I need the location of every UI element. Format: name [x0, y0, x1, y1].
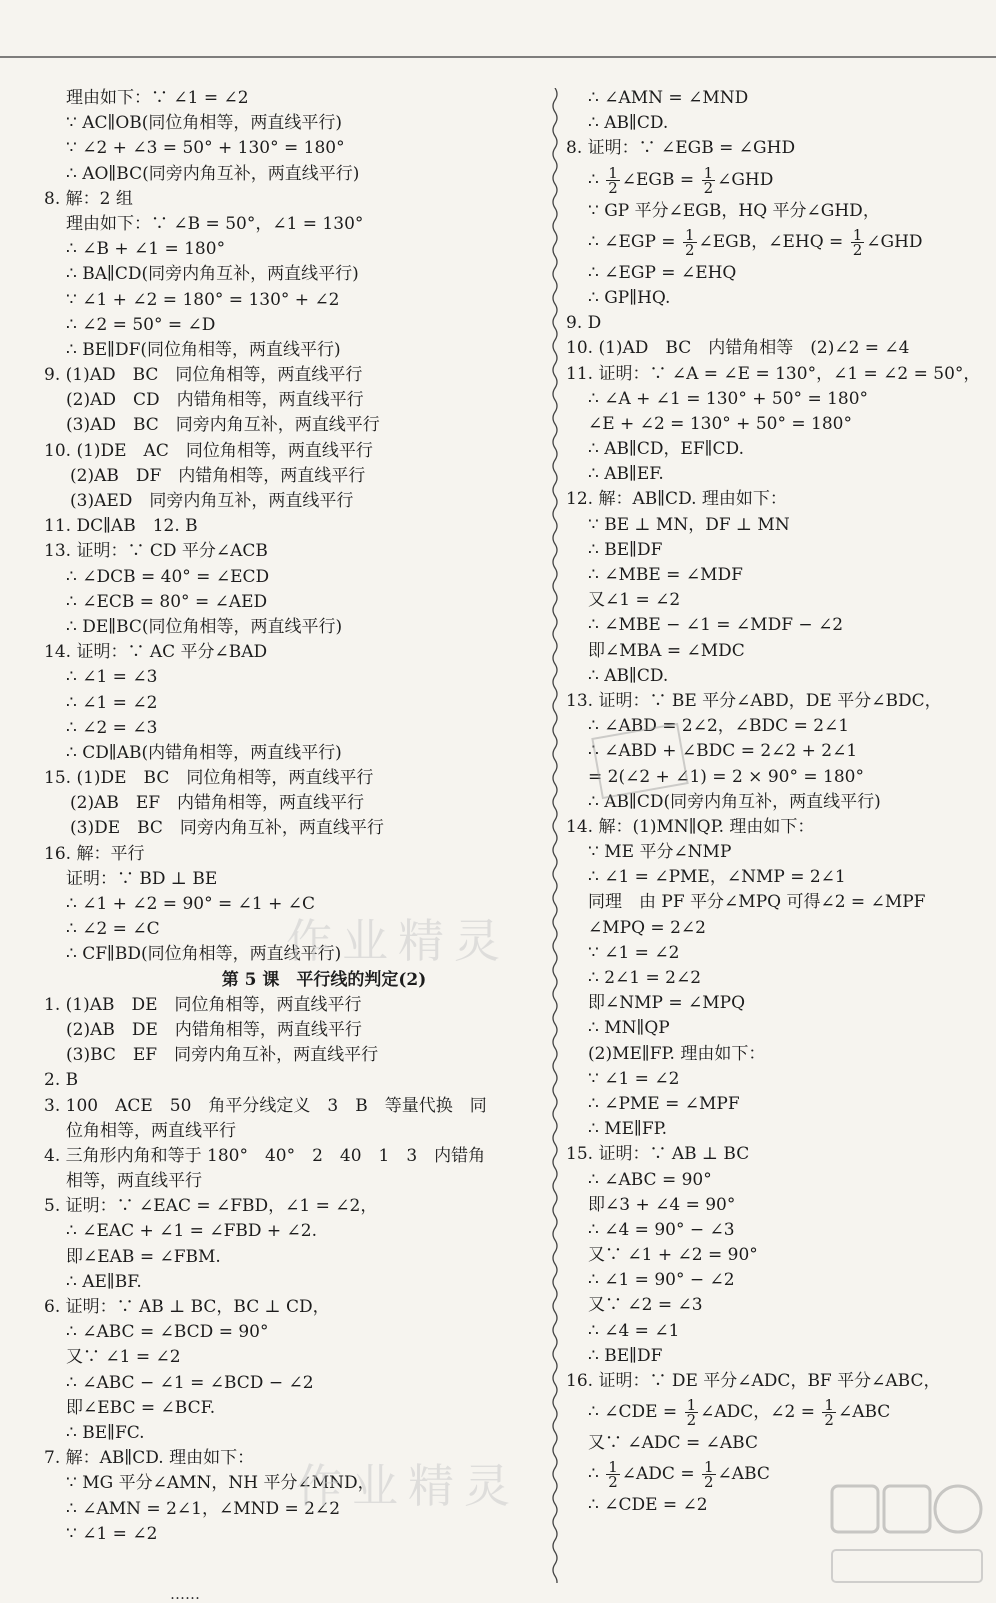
text-line: ∵ AC∥OB(同位角相等，两直线平行)	[66, 113, 343, 134]
question-9: 9. D	[566, 313, 602, 334]
text-prefix: ∴	[588, 1464, 599, 1485]
question-9: 9. (1)AD BC 同位角相等，两直线平行	[44, 365, 363, 386]
text-line: ∴ ∠ABC = ∠BCD = 90°	[66, 1322, 269, 1343]
text-line: ∴ BE∥DF	[588, 539, 663, 560]
text-line: ∴ ∠2 = ∠C	[66, 919, 160, 940]
text-line: ∵ ∠1 + ∠2 = 180° = 130° + ∠2	[66, 289, 340, 310]
text-line: ∴ CD∥AB(内错角相等，两直线平行)	[66, 742, 342, 763]
text-part: ∠ABC	[837, 1402, 891, 1423]
text-line: ∴ ∠PME = ∠MPF	[588, 1093, 740, 1114]
text-line: ∵ BE ⊥ MN，DF ⊥ MN	[588, 514, 790, 535]
text-line: ∴ MN∥QP	[588, 1018, 670, 1039]
question-16: 16. 证明：∵ DE 平分∠ADC，BF 平分∠ABC，	[566, 1371, 941, 1391]
question-1: 1. (1)AB DE 同位角相等，两直线平行	[44, 994, 362, 1015]
wavy-divider	[551, 88, 559, 1583]
text-line: ∴ ∠ABC − ∠1 = ∠BCD − ∠2	[66, 1372, 314, 1393]
fraction: $\frac{1}{2}$	[684, 225, 695, 259]
text-line: ∴ ∠EGP = ∠EHQ	[588, 262, 737, 283]
text-line: 证明：∵ BD ⊥ BE	[66, 868, 218, 889]
fraction: $\frac{1}{2}$	[824, 1396, 834, 1430]
text-line: (2)AB EF 内错角相等，两直线平行	[70, 793, 365, 814]
fraction: $\frac{1}{2}$	[704, 1458, 714, 1492]
text-line: ∴ ∠B + ∠1 = 180°	[66, 239, 226, 260]
question-10: 10. (1)AD BC 内错角相等 (2)∠2 = ∠4	[566, 338, 910, 359]
text-line: ∴ AE∥BF.	[66, 1271, 142, 1292]
text-line: 又∵ ∠1 = ∠2	[66, 1347, 181, 1368]
question-10: 10. (1)DE AC 同位角相等，两直线平行	[44, 440, 373, 461]
text-line: (2)AD CD 内错角相等，两直线平行	[66, 390, 364, 411]
text-prefix: ∴	[588, 169, 599, 190]
text-line: 又∵ ∠ADC = ∠ABC	[588, 1433, 758, 1454]
text-line: ∠E + ∠2 = 130° + 50° = 180°	[588, 413, 852, 434]
text-line: ∴ ∠ABD + ∠BDC = 2∠2 + 2∠1	[588, 741, 858, 762]
right-column	[566, 86, 986, 1519]
text-line: ∴ ∠EAC + ∠1 = ∠FBD + ∠2.	[66, 1221, 317, 1242]
text-line: ∴ ∠2 = ∠3	[66, 717, 158, 738]
question-12: 12. 解：AB∥CD. 理由如下：	[566, 489, 787, 510]
text-part: ∠EGP =	[604, 231, 681, 252]
text-line: ∴ ∠1 = ∠3	[66, 667, 158, 688]
text-line: ∵ ∠1 = ∠2	[66, 1523, 158, 1544]
page-footer: ……	[170, 1585, 200, 1603]
text-part: ∠EGB =	[621, 169, 700, 190]
text-line: (2)AB DE 内错角相等，两直线平行	[66, 1019, 362, 1040]
text-part: ∠CDE =	[604, 1402, 683, 1423]
text-line: ∴ AB∥CD.	[588, 665, 669, 686]
question-5: 5. 证明：∵ ∠EAC = ∠FBD，∠1 = ∠2，	[44, 1196, 378, 1217]
text-line: ∴ GP∥HQ.	[588, 287, 671, 308]
text-line: ∴ ∠ABC = 90°	[588, 1169, 712, 1190]
text-line: 即∠MBA = ∠MDC	[588, 640, 745, 661]
text-line: = 2(∠2 + ∠1) = 2 × 90° = 180°	[588, 766, 864, 787]
text-line: ∴ ME∥FP.	[588, 1119, 668, 1140]
text-line: 即∠NMP = ∠MPQ	[588, 993, 746, 1014]
watermark-text: 作业精灵	[286, 914, 510, 968]
question-6: 6. 证明：∵ AB ⊥ BC，BC ⊥ CD，	[44, 1297, 330, 1317]
text-line: ∵ ∠2 + ∠3 = 50° + 130° = 180°	[66, 138, 345, 159]
text-line: ∴ ∠ECB = 80° = ∠AED	[66, 591, 268, 612]
text-line: ∴ ∠AMN = ∠MND	[588, 88, 749, 108]
watermark-text: 作业精灵	[296, 1459, 520, 1513]
question-15: 15. (1)DE BC 同位角相等，两直线平行	[44, 768, 374, 789]
text-line: ∴ ∠ABD = 2∠2，∠BDC = 2∠1	[588, 716, 850, 737]
text-part: ∠GHD	[866, 231, 923, 252]
question-14: 14. 证明：∵ AC 平分∠BAD	[44, 642, 268, 663]
text-line: ∴ ∠4 = 90° − ∠3	[588, 1219, 735, 1240]
text-line: 位角相等，两直线平行	[66, 1120, 236, 1141]
question-8: 8. 解：2 组	[44, 188, 133, 209]
fraction: $\frac{1}{2}$	[608, 1458, 618, 1492]
question-3: 3. 100 ACE 50 角平分线定义 3 B 等量代换 同	[44, 1095, 487, 1116]
text-line: ∴ AB∥CD(同旁内角互补，两直线平行)	[588, 791, 881, 812]
question-14: 14. 解：(1)MN∥QP. 理由如下：	[566, 816, 815, 837]
text-line: (3)BC EF 同旁内角互补，两直线平行	[66, 1045, 379, 1066]
text-line: (3)AED 同旁内角互补，两直线平行	[70, 491, 354, 511]
text-line: ∴ ∠DCB = 40° = ∠ECD	[66, 566, 270, 587]
text-line: ∴ BA∥CD(同旁内角互补，两直线平行)	[66, 264, 359, 285]
text-line: ∴ AB∥EF.	[588, 464, 664, 485]
text-prefix: ∴	[588, 231, 599, 252]
fraction: $\frac{1}{2}$	[703, 163, 714, 197]
fraction-line	[566, 162, 986, 199]
question-2: 2. B	[44, 1070, 79, 1091]
text-part: ∠EGB，∠EHQ =	[698, 231, 849, 252]
text-line: ∴ ∠AMN = 2∠1，∠MND = 2∠2	[66, 1498, 341, 1519]
question-13: 13. 证明：∵ BE 平分∠ABD，DE 平分∠BDC，	[566, 690, 942, 711]
text-line: (3)DE BC 同旁内角互补，两直线平行	[70, 818, 384, 839]
text-line: ∴ AO∥BC(同旁内角互补，两直线平行)	[66, 163, 360, 184]
text-prefix: ∴	[588, 1402, 599, 1423]
text-line: ∴ ∠CDE = ∠2	[588, 1495, 708, 1516]
question-13: 13. 证明：∵ CD 平分∠ACB	[44, 541, 268, 562]
text-line: 即∠3 + ∠4 = 90°	[588, 1194, 736, 1215]
question-11: 11. 证明：∵ ∠A = ∠E = 130°，∠1 = ∠2 = 50°，	[566, 363, 981, 384]
text-part: ∠GHD	[717, 169, 774, 190]
text-line: 同理 由 PF 平分∠MPQ 可得∠2 = ∠MPF	[588, 892, 926, 913]
text-line: ∴ ∠MBE − ∠1 = ∠MDF − ∠2	[588, 615, 844, 636]
text-line: 相等，两直线平行	[66, 1171, 202, 1192]
text-line: ∴ BE∥DF	[588, 1345, 663, 1366]
top-rule	[0, 56, 996, 58]
text-line: 又∵ ∠1 + ∠2 = 90°	[588, 1245, 758, 1266]
text-line: (2)AB DF 内错角相等，两直线平行	[70, 465, 366, 486]
text-part: ∠ADC =	[621, 1464, 700, 1485]
text-line: ∴ ∠1 + ∠2 = 90° = ∠1 + ∠C	[66, 894, 315, 914]
text-part: ∠ADC，∠2 =	[700, 1402, 821, 1423]
text-line: ∴ ∠A + ∠1 = 130° + 50° = 180°	[588, 388, 869, 409]
text-line: ∴ ∠MBE = ∠MDF	[588, 565, 743, 585]
text-line: ∴ BE∥FC.	[66, 1422, 145, 1443]
question-7: 7. 解：AB∥CD. 理由如下：	[44, 1448, 255, 1469]
question-16: 16. 解：平行	[44, 843, 145, 864]
fraction: $\frac{1}{2}$	[608, 163, 618, 197]
text-line: 又∵ ∠2 = ∠3	[588, 1295, 703, 1316]
answer-site-logo	[828, 1480, 986, 1590]
question-11: 11. DC∥AB 12. B	[44, 516, 198, 537]
text-line: ∵ ME 平分∠NMP	[588, 842, 732, 863]
question-8: 8. 证明：∵ ∠EGB = ∠GHD	[566, 138, 796, 159]
text-line: ∵ GP 平分∠EGB，HQ 平分∠GHD，	[588, 200, 880, 221]
fraction: $\frac{1}{2}$	[852, 225, 863, 259]
text-line: ∴ AB∥CD，EF∥CD.	[588, 439, 744, 460]
text-line: ∴ ∠4 = ∠1	[588, 1320, 680, 1341]
section-title: 第 5 课 平行线的判定(2)	[221, 969, 427, 990]
text-line: (3)AD BC 同旁内角互补，两直线平行	[66, 415, 380, 436]
fraction: $\frac{1}{2}$	[686, 1396, 697, 1430]
text-line: 即∠EBC = ∠BCF.	[66, 1397, 216, 1418]
text-line: ∴ CF∥BD(同位角相等，两直线平行)	[66, 944, 342, 965]
text-line: ∴ BE∥DF(同位角相等，两直线平行)	[66, 339, 341, 360]
text-line: ∴ ∠1 = ∠2	[66, 692, 158, 713]
fraction-line	[566, 224, 986, 261]
text-line: 即∠EAB = ∠FBM.	[66, 1246, 221, 1267]
text-line: ∴ ∠2 = 50° = ∠D	[66, 314, 216, 335]
text-line: ∵ ∠1 = ∠2	[588, 1068, 680, 1089]
text-line: ∴ DE∥BC(同位角相等，两直线平行)	[66, 616, 343, 637]
left-column	[44, 86, 544, 1547]
text-line: ∵ MG 平分∠AMN，NH 平分∠MND，	[66, 1473, 375, 1494]
text-line: 理由如下：∵ ∠B = 50°，∠1 = 130°	[66, 213, 364, 234]
text-line: 理由如下：∵ ∠1 = ∠2	[66, 88, 249, 108]
text-line: ∵ ∠1 = ∠2	[588, 942, 680, 963]
text-line: ∴ AB∥CD.	[588, 113, 669, 134]
fraction-line	[566, 1394, 986, 1431]
text-line: (2)ME∥FP. 理由如下：	[588, 1043, 766, 1064]
text-line: 又∠1 = ∠2	[588, 590, 681, 611]
question-15: 15. 证明：∵ AB ⊥ BC	[566, 1144, 750, 1165]
text-line: ∴ ∠1 = ∠PME，∠NMP = 2∠1	[588, 867, 846, 888]
text-line: ∴ ∠1 = 90° − ∠2	[588, 1270, 735, 1291]
question-4: 4. 三角形内角和等于 180° 40° 2 40 1 3 内错角	[44, 1145, 486, 1166]
text-part: ∠ABC	[717, 1464, 770, 1485]
text-line: ∴ 2∠1 = 2∠2	[588, 968, 702, 988]
text-line: ∠MPQ = 2∠2	[588, 917, 706, 938]
